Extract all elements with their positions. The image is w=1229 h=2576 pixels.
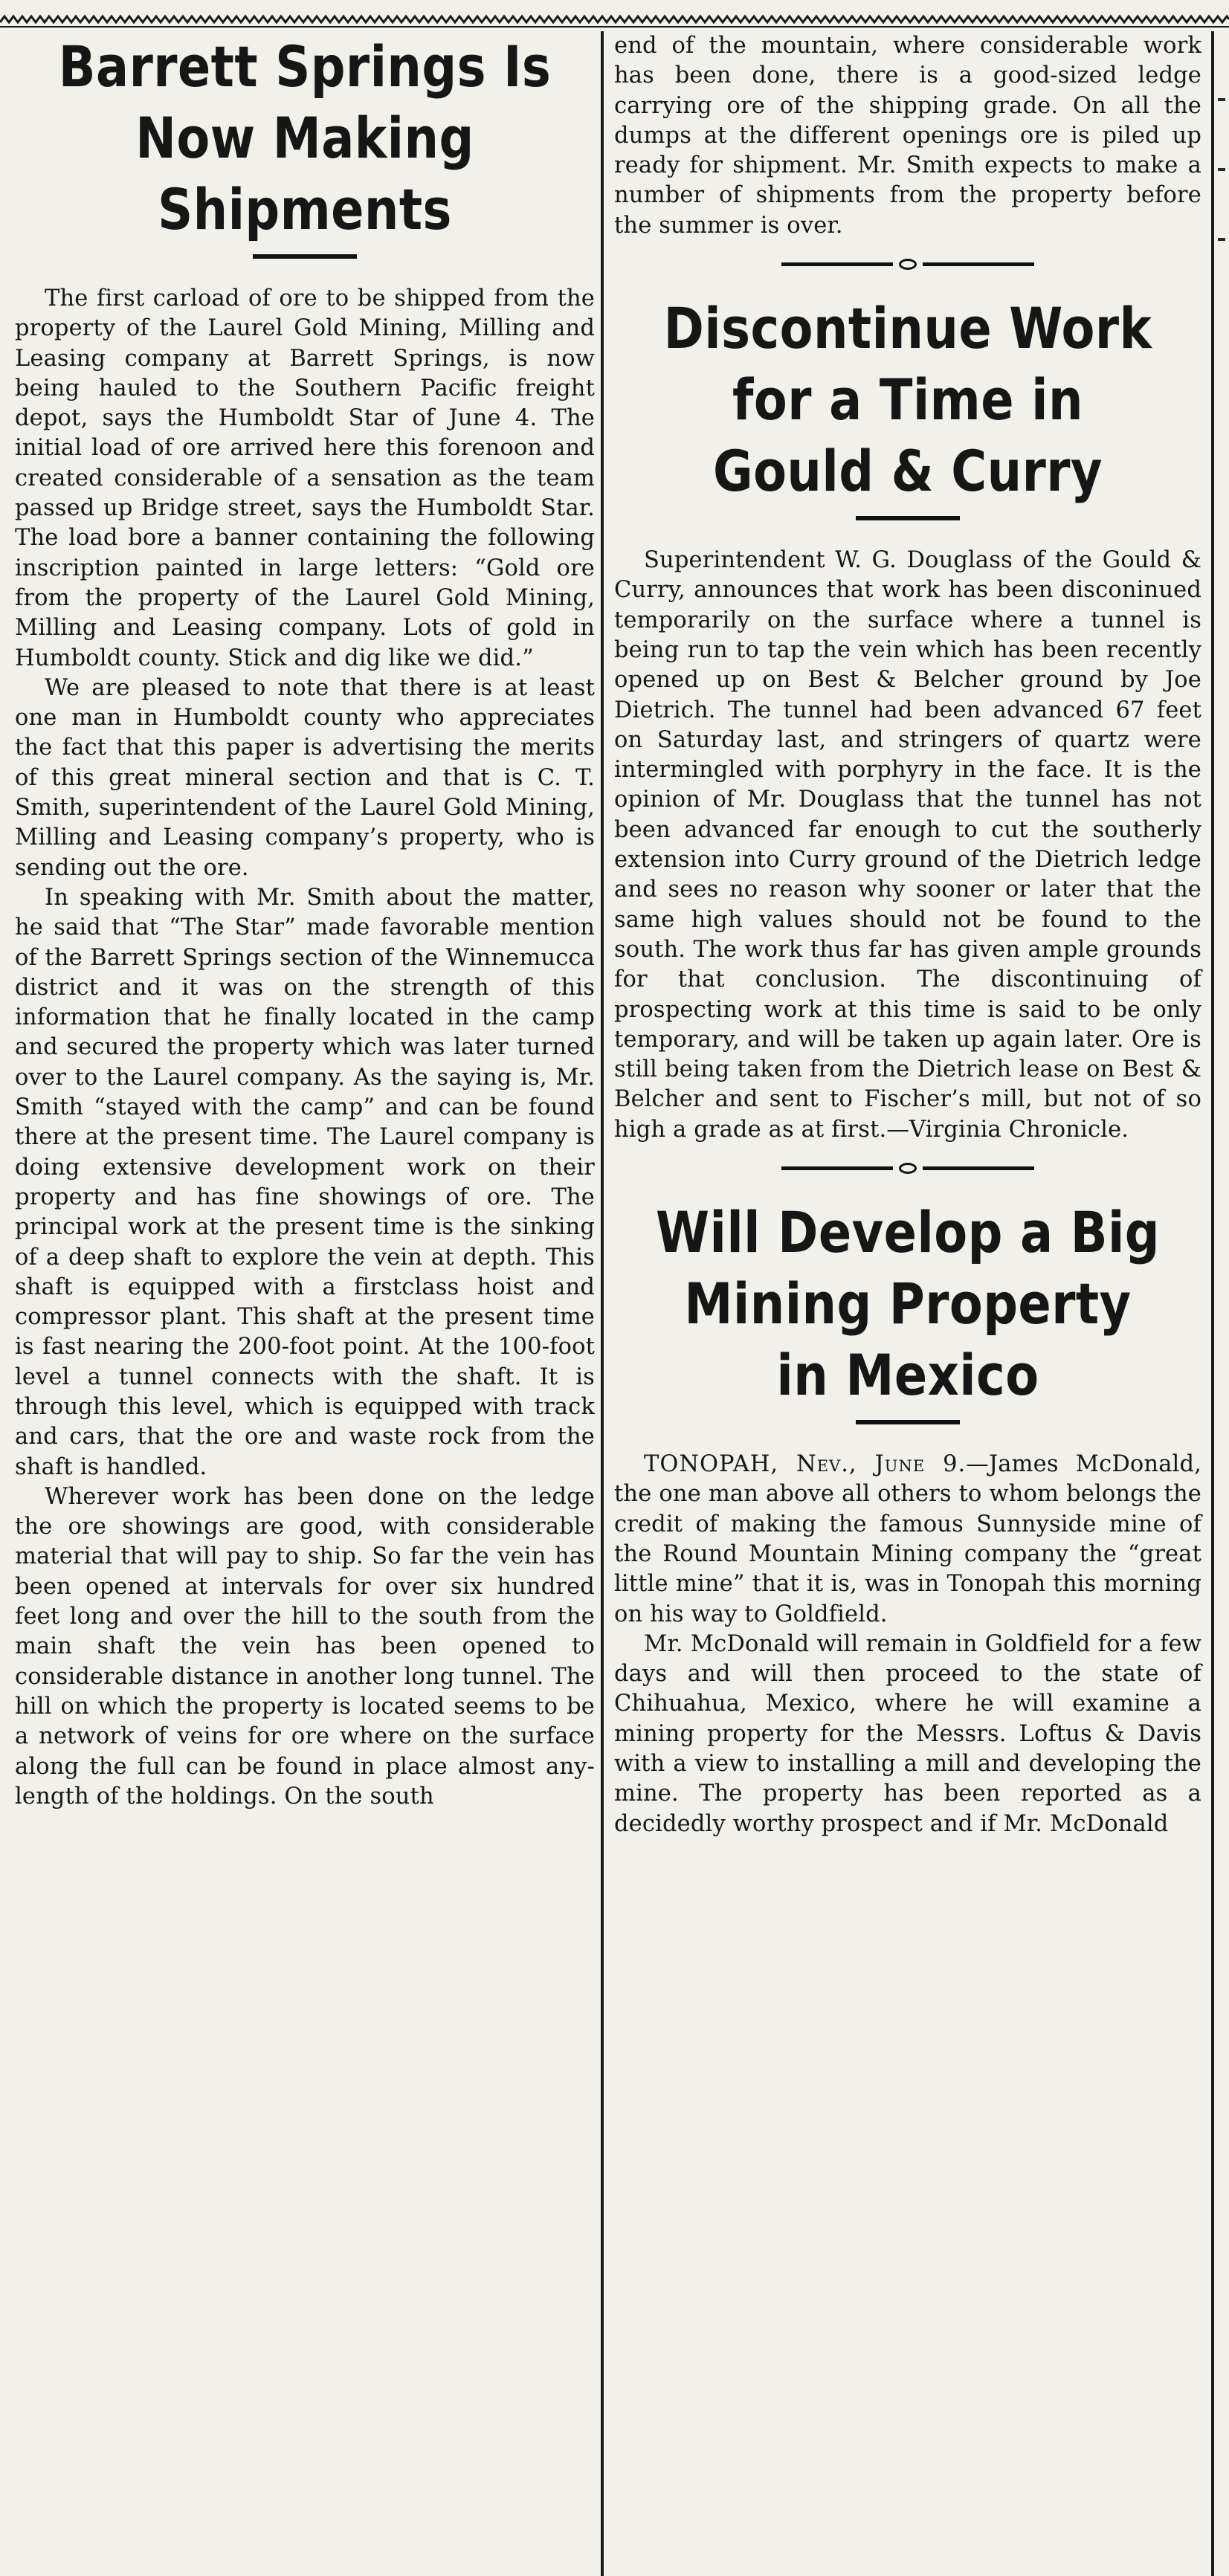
paragraph: In speaking with Mr. Smith about the matter, he said that “The Star” made favorable mention of the Barrett Springs section of the Winnemucca district and it was on the strength of this information that he finally located in the camp and secured the property which was later turned over to the Laurel company. As the saying is, Mr. Smith “stayed with the camp” and can be found there at the present time. The Laurel company is doing extensive development work on their property and has fine showings of ore. The principal work at the present time is the sinking of a deep shaft to explore the vein at depth. This shaft is equipped with a firstclass hoist and compressor plant. This shaft at the present time is fast nearing the 200-foot point. At the 100-foot level a tunnel connects with the shaft. It is through this level, which is equipped with track and cars, that the ore and waste rock from the shaft is handled. bbox=[15, 884, 595, 1480]
paragraph: Mr. McDonald will remain in Goldfield for a few days and will then proceed to the state of Chihuahua, Mexico, where he will examine a mining property for the Messrs. Loftus & Davis with a view to installing a mill and developing the mine. The property has been reported as a decidedly worthy prospect and if Mr. McDonald bbox=[614, 1630, 1201, 1837]
column-divider bbox=[1211, 31, 1214, 2576]
column-divider bbox=[601, 31, 604, 2576]
dateline: TONOPAH, Nev., June 9. bbox=[644, 1451, 967, 1478]
article-body bbox=[614, 546, 1201, 1145]
article-barrett-springs bbox=[15, 31, 595, 1812]
article-separator bbox=[781, 1160, 1034, 1178]
paragraph bbox=[614, 1450, 1201, 1630]
edge-mark bbox=[1218, 168, 1225, 171]
headline-rule bbox=[856, 1420, 960, 1424]
paragraph: We are pleased to note that there is at least one man in Humboldt county who appreciates the fact that this paper is advertising the merits of this great mineral section and that is C. T. Smith, superintendent of the Laurel Gold Mining, Milling and Leasing company’s property, who is sending out the ore. bbox=[15, 674, 595, 881]
headline bbox=[655, 1197, 1160, 1411]
headline-line: Barrett Springs Is bbox=[58, 33, 552, 100]
headline bbox=[56, 31, 555, 245]
edge-mark bbox=[1218, 98, 1225, 101]
paragraph: The first carload of ore to be shipped from the property of the Laurel Gold Mining, Milling and Leasing company at Barrett Springs, is now being hauled to the Southern Pacific freight depot, says the Humboldt Star of June 4. The initial load of ore arrived here this forenoon and created considerable of a sensation as the team passed up Bridge street, says the Humboldt Star. The load bore a banner containing the following inscription painted in large letters: “Gold ore from the property of the Laurel Gold Mining, Milling and Leasing company. Lots of gold in Humboldt county. Stick and dig like we did.” bbox=[15, 285, 595, 671]
next-column-edge bbox=[1215, 31, 1229, 2576]
article-gould-curry bbox=[614, 293, 1201, 1145]
headline-line: Discontinue Work bbox=[663, 295, 1152, 362]
paragraph: end of the mountain, where considerable work has been done, there is a good-sized ledge carrying ore of the shipping grade. On all the dumps at the different openings ore is piled up ready for shipment. Mr. Smith expects to make a number of shipments from the property before the summer is over. bbox=[614, 33, 1201, 239]
edge-mark bbox=[1218, 238, 1225, 241]
article-barrett-springs-continued bbox=[614, 31, 1201, 241]
article-body bbox=[15, 284, 595, 1812]
paragraph: Wherever work has been done on the ledge the ore showings are good, with considerable material that will pay to ship. So far the vein has been opened at intervals for over six hundred feet long and over the hill to the south from the main shaft the vein has been opened to considerable distance in another long tunnel. The hill on which the property is located seems to be a network of veins for ore where on the surface along the full can be found in place almost any-length of the holdings. On the south bbox=[15, 1483, 595, 1810]
paragraph: Superintendent W. G. Douglass of the Gould & Curry, announces that work has been disconinued temporarily on the surface where a tunnel is being run to tap the vein which has been recently opened up on Best & Belcher ground by Joe Dietrich. The tunnel had been advanced 67 feet on Saturday last, and stringers of quartz were intermingled with porphyry in the face. It is the opinion of Mr. Douglass that the tunnel has not been advanced far enough to cut the southerly extension into Curry ground of the Dietrich ledge and sees no reason why sooner or later that the same high values should not be found to the south. The work thus far has given ample grounds for that conclusion. The discontinuing of prospecting work at this time is said to be only temporary, and will be taken up again later. Ore is still being taken from the Dietrich lease on Best & Belcher and sent to Fischer’s mill, but not of so high a grade as at first.—Virginia Chronicle. bbox=[614, 547, 1201, 1143]
article-separator bbox=[781, 256, 1034, 274]
headline-line: Mining Property bbox=[684, 1271, 1132, 1337]
headline-line: Now Making bbox=[135, 105, 474, 171]
right-column bbox=[607, 31, 1206, 2576]
article-body bbox=[614, 31, 1201, 241]
headline-line: Shipments bbox=[158, 176, 452, 242]
headline-rule bbox=[253, 254, 357, 259]
headline-line: for a Time in bbox=[732, 367, 1083, 433]
headline-rule bbox=[856, 516, 960, 520]
headline bbox=[655, 293, 1160, 507]
article-mexico bbox=[614, 1197, 1201, 1839]
article-body bbox=[614, 1450, 1201, 1839]
top-ornamental-rule bbox=[0, 0, 1229, 30]
left-column bbox=[10, 31, 599, 2576]
paragraph-text: —James McDonald, the one man above all others to whom belongs the credit of making the famous Sunnyside mine of the Round Mountain Mining company the “great little mine” that it is, was in Tonopah this morning on his way to Goldfield. bbox=[614, 1451, 1201, 1627]
headline-line: Will Develop a Big bbox=[655, 1199, 1161, 1266]
headline-line: Gould & Curry bbox=[713, 438, 1103, 505]
headline-line: in Mexico bbox=[776, 1342, 1039, 1409]
